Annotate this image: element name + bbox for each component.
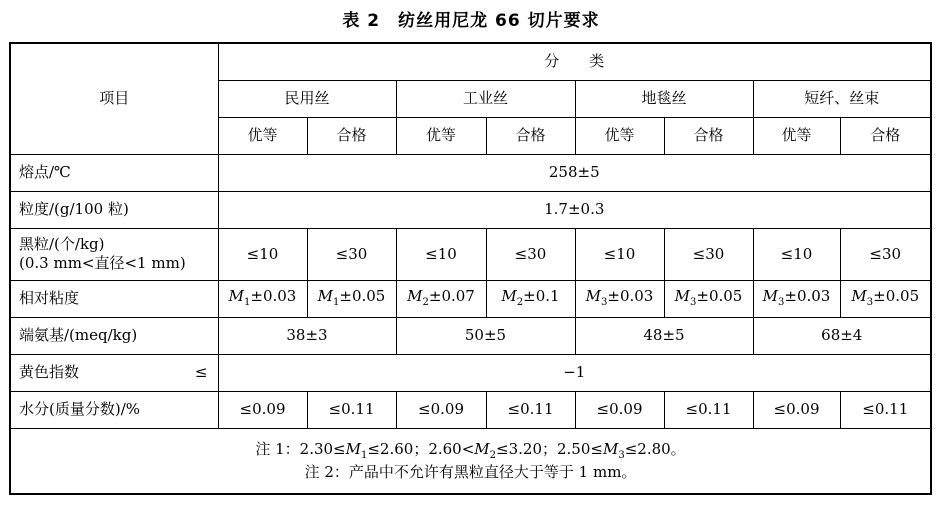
cell-value: 48±5	[575, 317, 753, 354]
cell-value	[218, 280, 307, 317]
cell-value	[575, 280, 664, 317]
row-granularity	[10, 191, 931, 228]
cell-value: 38±3	[218, 317, 396, 354]
notes	[10, 428, 931, 494]
cell-value	[486, 280, 575, 317]
row-label-line1: 黑粒/(个/kg)	[19, 235, 105, 254]
row-label: 相对粘度	[10, 280, 218, 317]
row-amino	[10, 317, 931, 354]
cell-value	[396, 280, 486, 317]
cell-value: ≤0.11	[307, 391, 396, 428]
note-text: ≤3.20；2.50≤	[496, 440, 603, 459]
spec-table	[9, 42, 932, 495]
header-grade: 合格	[840, 117, 931, 154]
viscosity-symbol: M	[585, 287, 601, 306]
header-grade: 合格	[486, 117, 575, 154]
viscosity-tolerance: ±0.1	[523, 287, 560, 306]
cell-value: 258±5	[218, 154, 931, 191]
note-text: ≤2.60；2.60<	[367, 440, 475, 459]
row-label	[10, 228, 218, 280]
viscosity-subscript: 3	[690, 297, 697, 309]
cell-value: 50±5	[396, 317, 575, 354]
cell-value: ≤0.11	[840, 391, 931, 428]
viscosity-subscript: 1	[333, 297, 340, 309]
header-grade: 优等	[753, 117, 840, 154]
viscosity-subscript: 3	[778, 297, 785, 309]
header-row-1	[10, 43, 931, 80]
cell-value: 68±4	[753, 317, 931, 354]
row-label: 熔点/℃	[10, 154, 218, 191]
header-grade: 优等	[218, 117, 307, 154]
notes-row	[10, 428, 931, 494]
cell-value: ≤0.11	[664, 391, 753, 428]
note-text: ≤2.80。	[624, 440, 686, 459]
viscosity-tolerance: ±0.05	[339, 287, 386, 306]
row-label-text: 黄色指数	[19, 363, 80, 382]
cell-value: ≤0.09	[753, 391, 840, 428]
cell-value	[664, 280, 753, 317]
viscosity-symbol: M	[228, 287, 244, 306]
cell-value: ≤0.11	[486, 391, 575, 428]
header-grade: 合格	[307, 117, 396, 154]
cell-value: ≤10	[753, 228, 840, 280]
cell-value: ≤30	[486, 228, 575, 280]
header-group: 工业丝	[396, 80, 575, 117]
viscosity-tolerance: ±0.03	[784, 287, 831, 306]
row-melting-point	[10, 154, 931, 191]
cell-value: −1	[218, 354, 931, 391]
cell-value: ≤30	[307, 228, 396, 280]
viscosity-tolerance: ±0.03	[250, 287, 297, 306]
viscosity-tolerance: ±0.03	[607, 287, 654, 306]
viscosity-symbol: M	[674, 287, 690, 306]
header-group: 民用丝	[218, 80, 396, 117]
viscosity-tolerance: ±0.05	[696, 287, 743, 306]
row-label	[10, 354, 218, 391]
viscosity-subscript: 1	[244, 297, 251, 309]
table-title: 表 2 纺丝用尼龙 66 切片要求	[342, 11, 600, 31]
row-label: 水分(质量分数)/%	[10, 391, 218, 428]
cell-value	[307, 280, 396, 317]
cell-value: 1.7±0.3	[218, 191, 931, 228]
note-subscript: 3	[618, 450, 625, 462]
viscosity-subscript: 2	[422, 297, 429, 309]
viscosity-symbol: M	[317, 287, 333, 306]
note-subscript: 1	[360, 450, 368, 462]
cell-value: ≤0.09	[396, 391, 486, 428]
viscosity-tolerance: ±0.05	[873, 287, 920, 306]
viscosity-symbol: M	[501, 287, 517, 306]
row-label: 粒度/(g/100 粒)	[10, 191, 218, 228]
note-symbol: M	[474, 440, 490, 459]
viscosity-tolerance: ±0.07	[428, 287, 475, 306]
note-symbol: M	[345, 440, 361, 459]
cell-value	[840, 280, 931, 317]
header-group: 地毯丝	[575, 80, 753, 117]
row-label-line2: (0.3 mm<直径<1 mm)	[19, 254, 186, 272]
cell-value: ≤10	[218, 228, 307, 280]
viscosity-symbol: M	[851, 287, 867, 306]
viscosity-subscript: 3	[601, 297, 608, 309]
viscosity-subscript: 3	[866, 297, 874, 309]
note-text: 注 1：2.30≤	[255, 440, 346, 459]
row-label-sign: ≤	[194, 363, 208, 382]
viscosity-symbol: M	[407, 287, 423, 306]
header-classification: 分 类	[218, 43, 931, 80]
row-label: 端氨基/(meq/kg)	[10, 317, 218, 354]
note-2: 注 2：产品中不允许有黑粒直径大于等于 1 mm。	[304, 462, 637, 481]
cell-value: ≤10	[396, 228, 486, 280]
header-grade: 优等	[396, 117, 486, 154]
row-black-particles	[10, 228, 931, 280]
note-1	[11, 440, 930, 463]
header-grade: 优等	[575, 117, 664, 154]
header-group: 短纤、丝束	[753, 80, 931, 117]
cell-value: ≤30	[664, 228, 753, 280]
cell-value: ≤0.09	[218, 391, 307, 428]
row-yellow-index	[10, 354, 931, 391]
viscosity-symbol: M	[762, 287, 778, 306]
cell-value: ≤30	[840, 228, 931, 280]
cell-value: ≤10	[575, 228, 664, 280]
cell-value: ≤0.09	[575, 391, 664, 428]
header-item: 项目	[10, 43, 218, 154]
header-grade: 合格	[664, 117, 753, 154]
note-symbol: M	[602, 440, 619, 459]
viscosity-subscript: 2	[516, 297, 524, 309]
row-relative-viscosity	[10, 280, 931, 317]
yellow-label-wrap	[19, 363, 218, 382]
cell-value	[753, 280, 840, 317]
row-moisture	[10, 391, 931, 428]
note-subscript: 2	[489, 450, 497, 462]
